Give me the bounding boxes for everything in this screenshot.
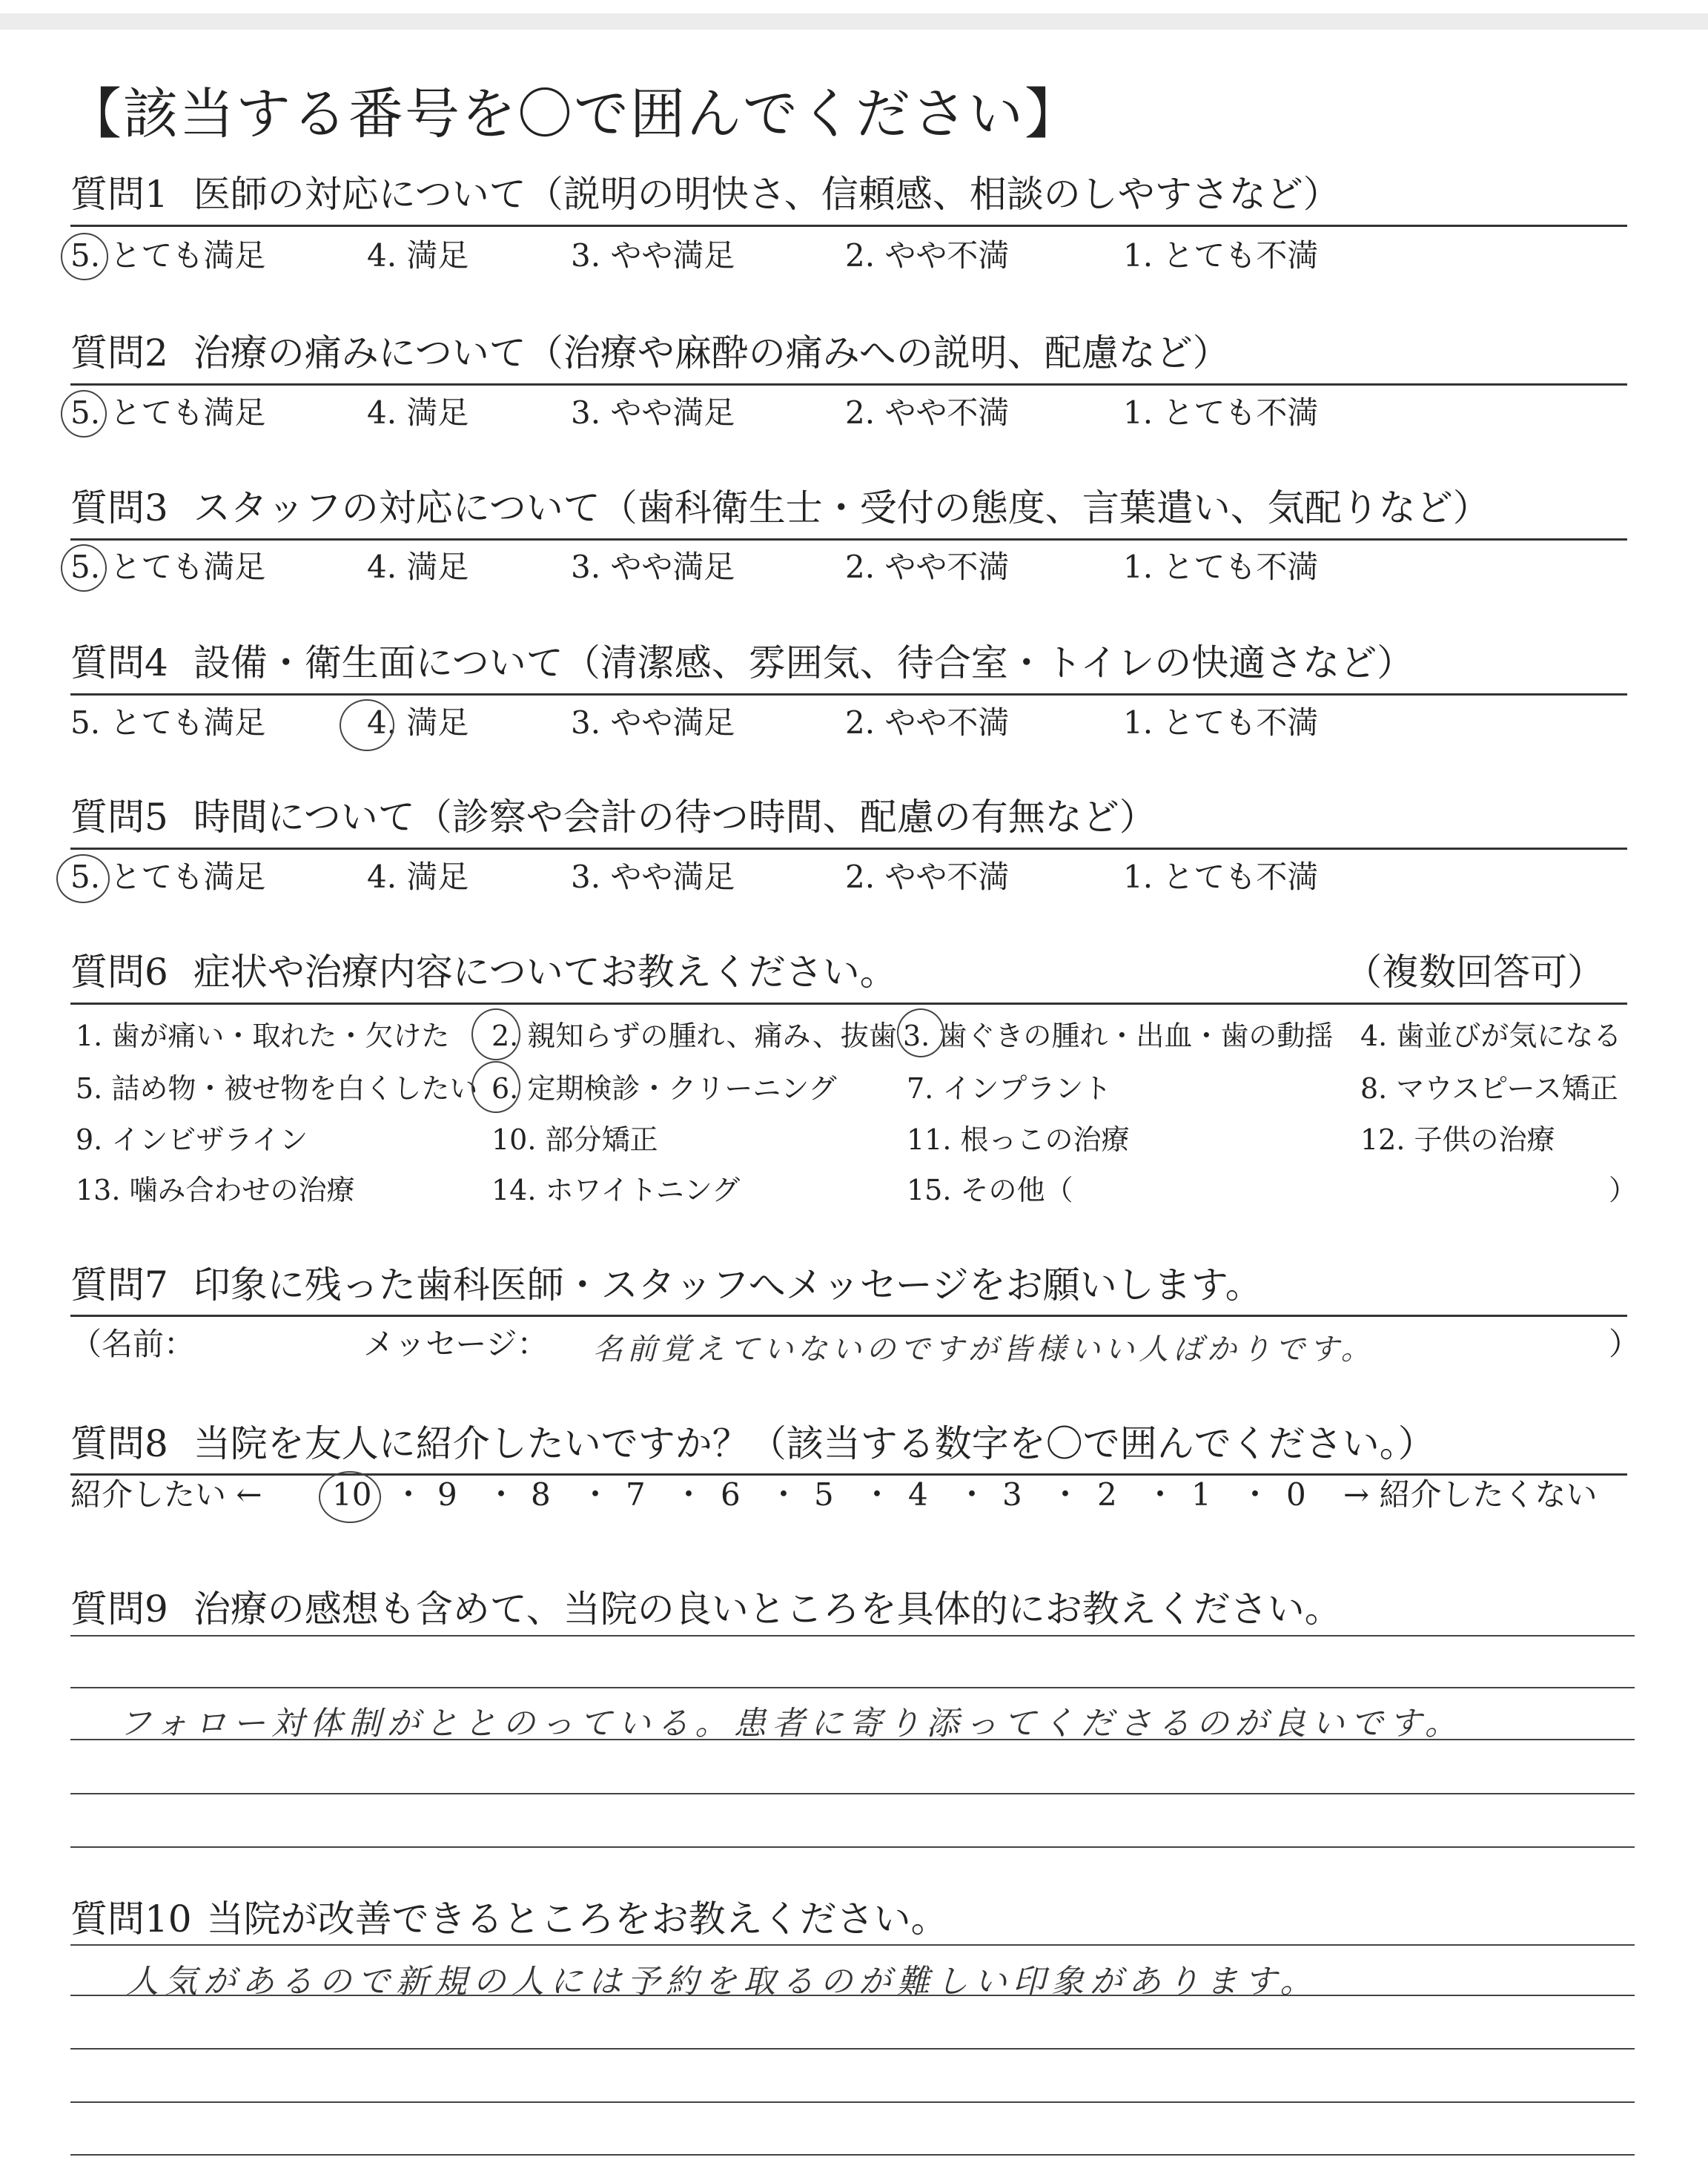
question-text: 印象に残った歯科医師・スタッフへメッセージをお願いします。 [193,1264,1262,1307]
answer-line [70,2101,1635,2103]
selected-circle-mark [61,544,107,592]
option-2[interactable]: 2. やや不満 [845,394,1010,431]
scale-separator: ・ [1239,1476,1271,1513]
option-6[interactable]: 6. 定期検診・クリーニング [491,1072,837,1105]
selected-circle-mark [56,854,110,903]
option-3[interactable]: 3. やや満足 [571,237,735,274]
answer-line [70,1846,1635,1848]
scale-value-3[interactable]: 3 [1002,1476,1022,1513]
scale-value-8[interactable]: 8 [531,1476,551,1513]
option-4[interactable]: 4. 満足 [367,549,469,585]
option-5[interactable]: 5. とても満足 [70,704,266,741]
option-2[interactable]: 2. やや不満 [845,704,1010,741]
option-4[interactable]: 4. 満足 [367,394,469,431]
selected-circle-mark [319,1471,381,1523]
option-3[interactable]: 3. やや満足 [571,394,735,431]
question-8 [70,1421,1435,1466]
selected-circle-mark [471,1008,520,1060]
handwritten-answer: 人気があるので新規の人には予約を取るのが難しい印象があります。 [126,1963,1319,2001]
scale-value-6[interactable]: 6 [721,1476,741,1513]
option-4[interactable]: 4. 満足 [367,704,469,741]
scale-separator: ・ [393,1476,425,1513]
option-5[interactable]: 5. とても満足 [70,549,266,585]
scale-value-4[interactable]: 4 [908,1476,928,1513]
scale-separator: ・ [956,1476,988,1513]
option-9[interactable]: 9. インビザライン [76,1123,308,1156]
answer-line [70,1635,1635,1636]
message-close-paren: ） [1609,1326,1641,1362]
question-number: 質問10 [70,1898,192,1941]
question-2 [70,331,1230,375]
question-5 [70,795,1156,839]
selected-circle-mark [61,233,108,280]
answer-line [70,2048,1635,2050]
option-4[interactable]: 4. 満足 [367,859,469,895]
scale-value-5[interactable]: 5 [814,1476,834,1513]
question-number: 質問2 [70,331,168,374]
option-1[interactable]: 1. とても不満 [1123,237,1319,274]
question-text: 医師の対応について（説明の明快さ、信頼感、相談のしやすさなど） [193,173,1340,216]
name-label: （名前： [70,1326,196,1362]
option-11[interactable]: 11. 根っこの治療 [907,1123,1130,1156]
scale-separator: ・ [580,1476,612,1513]
option-5[interactable]: 5. とても満足 [70,394,266,431]
page-title: 【該当する番号を〇で囲んでください】 [67,82,1081,146]
option-2[interactable]: 2. 親知らずの腫れ、痛み、抜歯 [491,1020,897,1052]
option-4[interactable]: 4. 歯並びが気になる [1360,1020,1622,1052]
scale-separator: ・ [1145,1476,1176,1513]
answer-line [70,1793,1635,1794]
answer-line [70,1944,1635,1946]
option-3[interactable]: 3. やや満足 [571,549,735,585]
question-text: 当院が改善できるところをお教えください。 [206,1898,948,1941]
question-3 [70,486,1490,530]
option-14[interactable]: 14. ホワイトニング [491,1174,741,1206]
question-10 [70,1897,948,1941]
scale-left-label: 紹介したい ← [70,1476,262,1513]
option-2[interactable]: 2. やや不満 [845,859,1010,895]
question-text: 治療の痛みについて（治療や麻酔の痛みへの説明、配慮など） [193,331,1230,374]
question-text: 症状や治療内容についてお教えください。 [193,951,897,994]
scale-separator: ・ [673,1476,705,1513]
option-15[interactable]: 15. その他（ [907,1174,1073,1206]
option-8[interactable]: 8. マウスピース矯正 [1360,1072,1618,1105]
option-2[interactable]: 2. やや不満 [845,237,1010,274]
option-5[interactable]: 5. とても満足 [70,859,266,895]
option-13[interactable]: 13. 噛み合わせの治療 [76,1174,355,1206]
option-5[interactable]: 5. 詰め物・被せ物を白くしたい [76,1072,478,1105]
option-10[interactable]: 10. 部分矯正 [491,1123,658,1156]
question-5-rule [70,848,1627,850]
scale-right-label: → 紹介したくない [1343,1476,1598,1513]
option-2[interactable]: 2. やや不満 [845,549,1010,585]
option-1[interactable]: 1. とても不満 [1123,704,1319,741]
option-1[interactable]: 1. とても不満 [1123,549,1319,585]
scale-separator: ・ [1050,1476,1082,1513]
answer-line [70,1687,1635,1688]
multiple-answers-note: （複数回答可） [1345,951,1604,994]
question-number: 質問5 [70,796,168,839]
question-number: 質問6 [70,951,168,994]
option-3[interactable]: 3. 歯ぐきの腫れ・出血・歯の動揺 [903,1020,1334,1052]
message-label: メッセージ： [363,1326,549,1362]
option-12[interactable]: 12. 子供の治療 [1360,1123,1555,1156]
answer-line [70,2154,1635,2156]
option-7[interactable]: 7. インプラント [907,1072,1112,1105]
option-1[interactable]: 1. とても不満 [1123,859,1319,895]
question-7-rule [70,1315,1627,1317]
question-3-rule [70,538,1627,541]
scale-separator: ・ [486,1476,517,1513]
question-1 [70,172,1340,217]
question-9 [70,1587,1342,1631]
scale-value-1[interactable]: 1 [1191,1476,1211,1513]
scan-top-edge [0,13,1708,30]
question-text: 当院を友人に紹介したいですか？（該当する数字を〇で囲んでください。） [193,1422,1435,1465]
question-text: 設備・衛生面について（清潔感、雰囲気、待合室・トイレの快適さなど） [193,641,1414,684]
question-1-rule [70,225,1627,227]
question-6 [70,950,897,994]
scale-separator: ・ [768,1476,800,1513]
option-3[interactable]: 3. やや満足 [571,704,735,741]
question-4-rule [70,693,1627,696]
question-2-rule [70,383,1627,386]
question-4 [70,641,1414,685]
question-7 [70,1263,1262,1307]
selected-circle-mark [897,1008,944,1057]
selected-circle-mark [61,390,107,437]
option-3[interactable]: 3. やや満足 [571,859,735,895]
scale-value-10[interactable]: 10 [332,1476,372,1513]
option-5[interactable]: 5. とても満足 [70,237,266,274]
other-close-paren: ） [1609,1174,1638,1206]
question-text: 治療の感想も含めて、当院の良いところを具体的にお教えください。 [193,1588,1342,1631]
option-1[interactable]: 1. 歯が痛い・取れた・欠けた [76,1020,450,1052]
scale-value-0[interactable]: 0 [1286,1476,1306,1513]
scale-value-9[interactable]: 9 [437,1476,457,1513]
question-number: 質問3 [70,486,168,529]
question-text: スタッフの対応について（歯科衛生士・受付の態度、言葉遣い、気配りなど） [193,486,1490,529]
question-6-rule [70,1003,1627,1005]
option-1[interactable]: 1. とても不満 [1123,394,1319,431]
question-number: 質問1 [70,173,168,216]
selected-circle-mark [340,699,394,751]
handwritten-message: 名前覚えていないのですが皆様いい人ばかりです。 [593,1332,1375,1367]
scale-separator: ・ [861,1476,893,1513]
question-number: 質問9 [70,1588,168,1631]
handwritten-answer: フォロー対体制がととのっている。患者に寄り添ってくださるのが良いです。 [119,1705,1463,1743]
question-text: 時間について（診察や会計の待つ時間、配慮の有無など） [193,796,1156,839]
question-number: 質問4 [70,641,168,684]
selected-circle-mark [471,1061,520,1113]
question-number: 質問8 [70,1422,168,1465]
question-number: 質問7 [70,1264,168,1307]
scale-value-2[interactable]: 2 [1097,1476,1117,1513]
option-4[interactable]: 4. 満足 [367,237,469,274]
scale-value-7[interactable]: 7 [626,1476,646,1513]
